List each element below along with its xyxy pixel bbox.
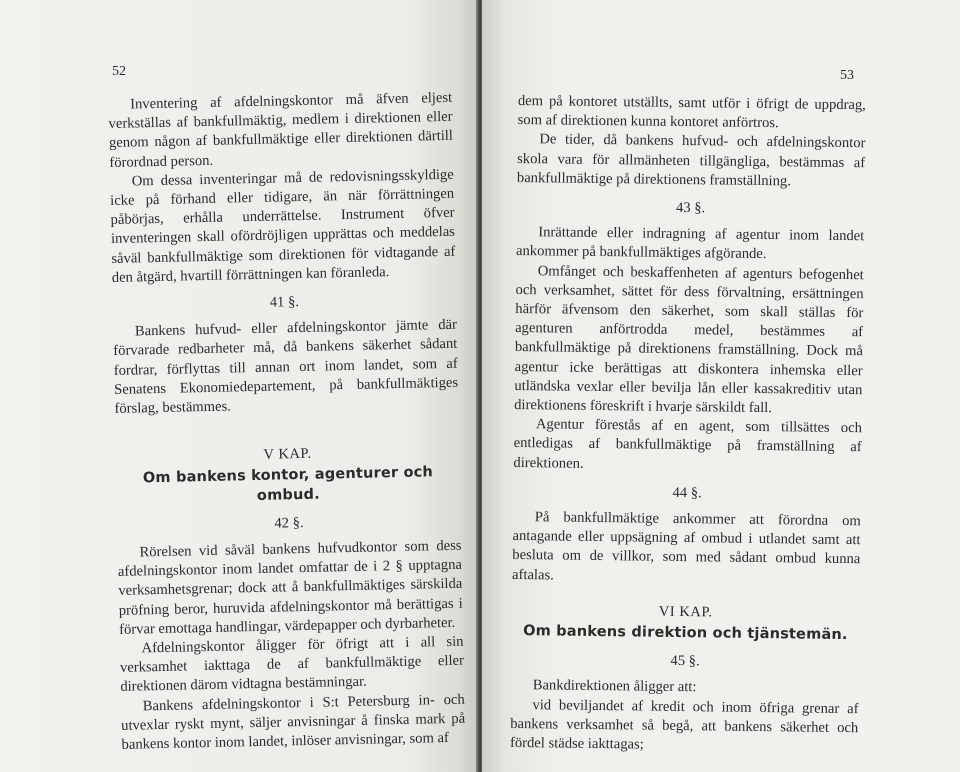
chapter-number: V KAP. [263,446,312,464]
paragraph: Rörelsen vid såväl bankens hufvudkontor som dess afdelningskontor inom landet omfattar de i 2 § upptagna verksamhetsgrenar; dock att å bankfullmäktiges särskilda pröfning beror, huruvida afdelningskontor må berättigas i förvar emottaga handlingar, värdepapper och dyrbarheter. [117,537,463,638]
paragraph: dem på kontoret utställts, samt utför i öfrigt de uppdrag, som af direktionen kunna kontoret anförtros. [517,92,866,132]
chapter-heading: Om bankens direktion och tjänstemän. [523,623,848,644]
section-number: 43 §. [675,199,706,217]
left-page-text [108,89,466,755]
paragraph: De tider, då bankens hufvud- och afdelningskontor skola vara för allmänheten tillgängliga, bestämmas af bankfullmäktige på direktionens framställning. [516,131,866,190]
section-number: 45 §. [670,653,700,670]
page-number: 52 [112,64,126,79]
paragraph: Bankens hufvud- eller afdelningskontor jämte där förvarade redbarheter må, då bankens säkerhet sådant fordrar, förflyttas till annan ort inom landet, som af Senatens Ekonomiedepartement, på bankfullmäktiges förslag, bestämmes. [113,316,459,417]
right-page [482,0,960,772]
section-number: 41 §. [269,294,300,311]
left-page [0,0,478,772]
section-number: 44 §. [672,484,702,502]
paragraph: Bankdirektionen åligger att: [532,677,697,696]
paragraph: Omfånget och beskaffenheten af agenturs befogenhet och verksamhet, sättet för dess förvaltning, ersättningen härför äfvensom den säkerhet, som skall ställas för agenturen anförtrodda medel, bestämmes af bankfullmäktige på direktionens framställning. Dock må agentur icke berättigas att diskontera inhemska eller utländska vexlar eller bevilja lån eller kassakreditiv utan direktionens föreskrift i hvarje särskildt fall. [514,262,864,417]
paragraph: vid beviljandet af kredit och inom öfriga grenar af bankens verksamhet så begå, att bankens säkerhet och fördel städse iakttagas; [509,696,859,753]
chapter-heading: Om bankens kontor, agenturer och ombud. [142,464,434,504]
paragraph: Afdelningskontor åligger för öfrigt att i all sin verksamhet iakttaga de af bankfullmäktige eller direktionen därom vidtagna bestämningar. [119,633,465,696]
paragraph: Om dessa inventeringar må de redovisningsskyldige icke på förhand eller tidigare, än när förrättningen påbörjas, erhålla underrättelse. Instrument öfver inventeringen skall ofördröjligen upprättas och meddelas såväl bankfullmäktige som direktionen för vidtagande af den åtgärd, hvartill förrättningen kan föranleda. [110,166,456,286]
paragraph: Bankens afdelningskontor i S:t Petersburg in- och utvexlar ryskt mynt, säljer anvisningar å finska mark på bankens kontor inom landet, inlöser anvisningar, som af [121,691,466,753]
section-number: 42 §. [274,514,304,532]
paragraph: På bankfullmäktige ankommer att förordna om antagande eller uppsägning af ombud i utlandet samt att besluta om de villkor, som med sådant ombud kunna aftalas. [512,509,861,584]
right-page-text [510,92,866,757]
paragraph: Inrättande eller indragning af agentur inom landet ankommer på bankfullmäktiges afgörande. [515,224,865,263]
chapter-number: VI KAP. [658,603,713,621]
paragraph: Inventering af afdelningskontor må äfven eljest verkställas af bankfullmäktig, medlem i direktionen eller genom någon af bankfullmäktige eller direktionen därtill förordnad person. [108,89,454,171]
paragraph: Agentur förestås af en agent, som tillsättes och entledigas af bankfullmäktige på framställning af direktionen. [513,416,863,472]
page-number: 53 [840,68,854,83]
